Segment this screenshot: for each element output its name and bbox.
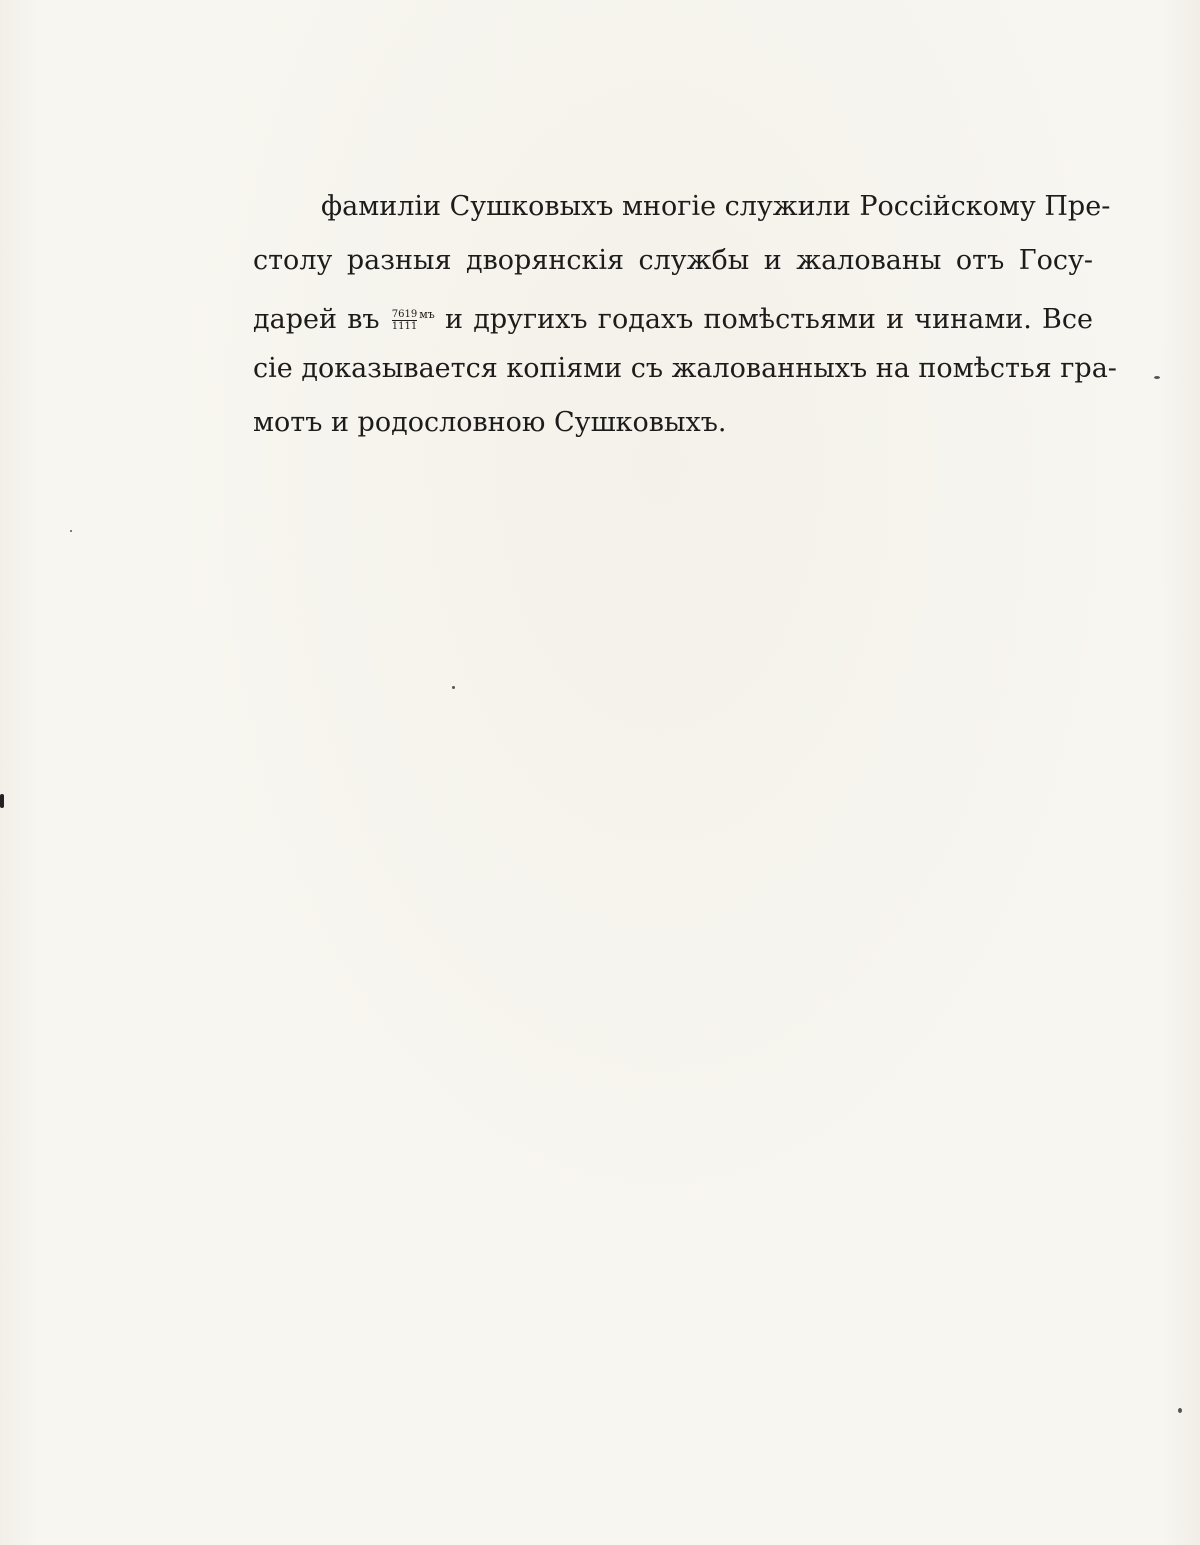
text-line-3 bbox=[253, 288, 1093, 342]
text-line-5: мотъ и родословною Сушковыхъ. bbox=[253, 407, 727, 438]
paper-speck bbox=[1178, 1408, 1182, 1413]
paragraph bbox=[253, 180, 1117, 450]
year-fraction-top: 7619 bbox=[391, 309, 418, 320]
year-suffix: мъ bbox=[419, 308, 435, 321]
text-line-3-end: и другихъ годахъ помѣстьями и чинами. Все bbox=[445, 304, 1093, 335]
paper-speck bbox=[1154, 376, 1160, 379]
year-fraction-bottom: 1111 bbox=[391, 321, 418, 332]
year-fraction bbox=[392, 309, 417, 332]
text-line-3-start: дарей въ bbox=[253, 304, 380, 335]
text-line-4: сіе доказывается копіями съ жалованныхъ на помѣстья гра- bbox=[253, 353, 1117, 384]
paper-speck bbox=[0, 794, 4, 808]
text-line-2: столу разныя дворянскія службы и жалованы отъ Госу- bbox=[253, 245, 1093, 276]
paper-speck bbox=[70, 530, 72, 532]
paper-speck bbox=[452, 686, 455, 689]
text-line-1: фамиліи Сушковыхъ многіе служили Россійскому Пре- bbox=[321, 191, 1111, 222]
